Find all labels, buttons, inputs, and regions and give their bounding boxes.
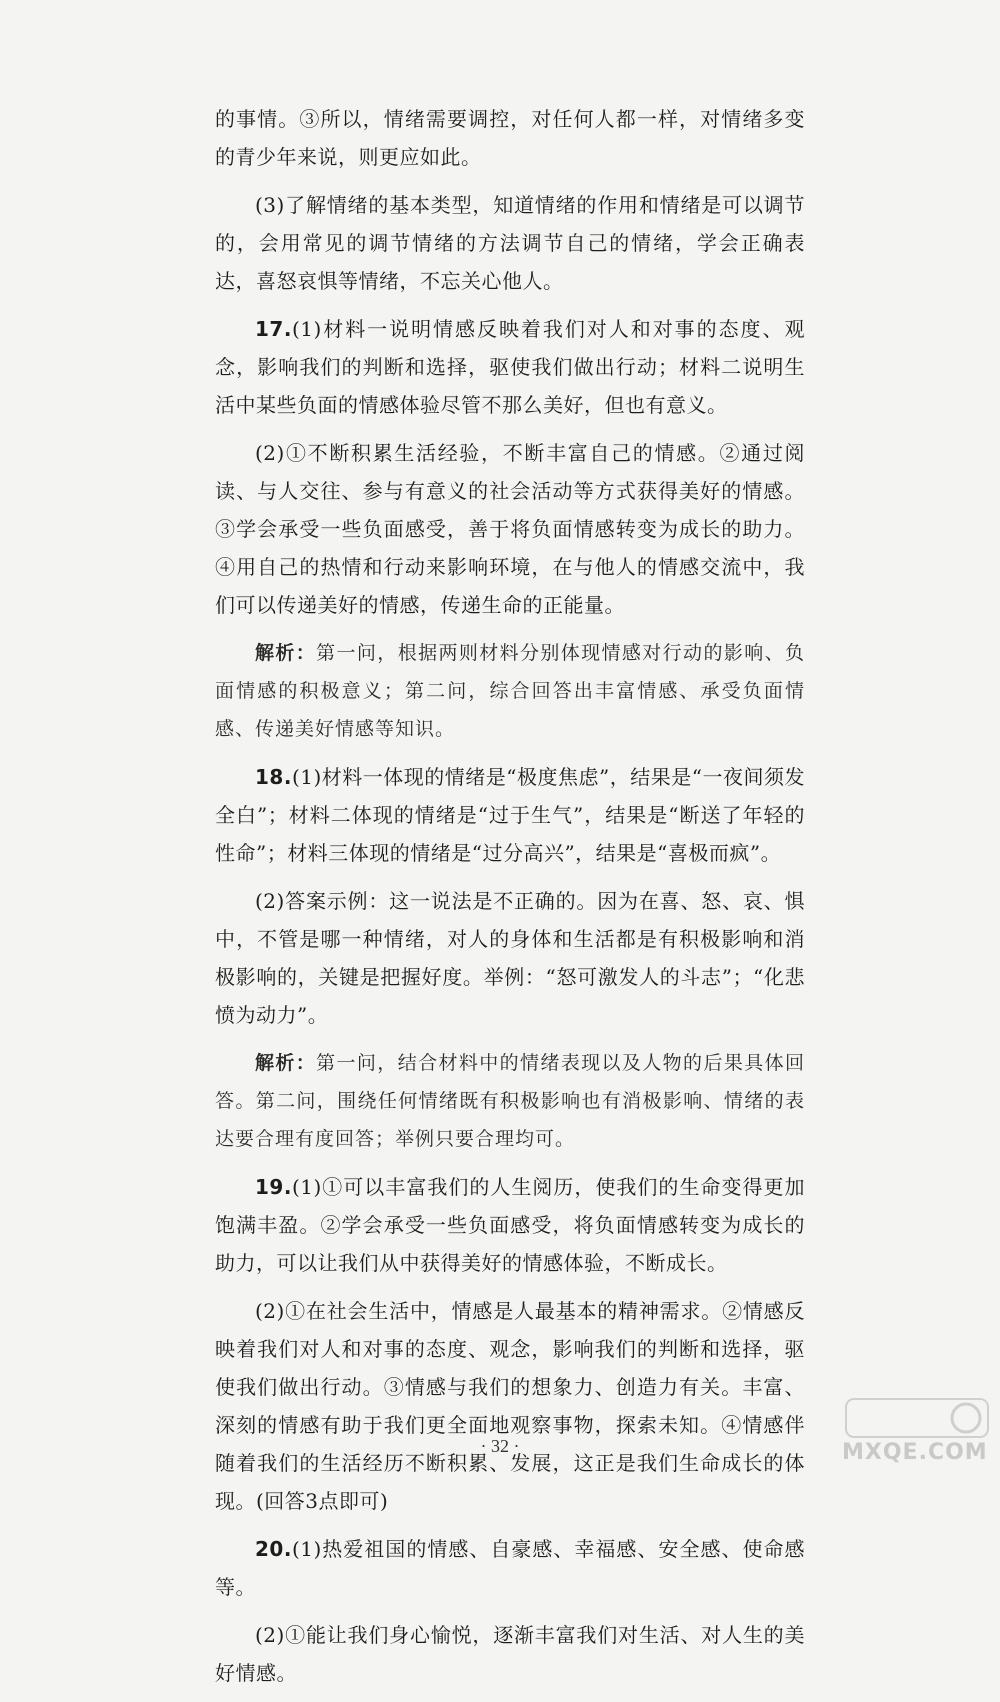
paragraph-text: (3)了解情绪的基本类型，知道情绪的作用和情绪是可以调节的，会用常见的调节情绪的方法调节自己的情绪，学会正确表达，喜怒哀惧等情绪，不忘关心他人。 bbox=[215, 193, 805, 293]
answer-paragraph bbox=[215, 186, 805, 300]
answer-paragraph bbox=[215, 310, 805, 424]
answer-paragraph bbox=[215, 758, 805, 872]
watermark-logo bbox=[842, 1395, 992, 1465]
question-number: 17. bbox=[255, 317, 292, 341]
page-number: · 32 · bbox=[480, 1436, 520, 1456]
paragraph-text: (1)材料一体现的情绪是“极度焦虑”，结果是“一夜间须发全白”；材料二体现的情绪是“过于生气”，结果是“断送了年轻的性命”；材料三体现的情绪是“过分高兴”，结果是“喜极而疯”。 bbox=[215, 765, 805, 865]
analysis-label: 解析： bbox=[255, 642, 317, 664]
paragraph-text: (2)①能让我们身心愉悦，逐渐丰富我们对生活、对人生的美好情感。 bbox=[215, 1623, 805, 1685]
paragraph-text: (1)热爱祖国的情感、自豪感、幸福感、安全感、使命感等。 bbox=[215, 1537, 805, 1599]
question-number: 18. bbox=[255, 765, 292, 789]
document-body bbox=[215, 100, 805, 1702]
paragraph-text: 第一问，根据两则材料分别体现情感对行动的影响、负面情感的积极意义；第二问，综合回答出丰富情感、承受负面情感、传递美好情感等知识。 bbox=[215, 642, 805, 740]
paragraph-text: (2)①不断积累生活经验，不断丰富自己的情感。②通过阅读、与人交往、参与有意义的社会活动等方式获得美好的情感。③学会承受一些负面感受，善于将负面情感转变为成长的助力。④用自己的热情和行动来影响环境，在与他人的情感交流中，我们可以传递美好的情感，传递生命的正能量。 bbox=[215, 441, 805, 617]
paragraph-text: (2)答案示例：这一说法是不正确的。因为在喜、怒、哀、惧中，不管是哪一种情绪，对人的身体和生活都是有积极影响和消极影响的，关键是把握好度。举例：“怒可激发人的斗志”；“化悲愤为动力”。 bbox=[215, 889, 805, 1027]
answer-paragraph bbox=[215, 1168, 805, 1282]
answer-paragraph bbox=[215, 1292, 805, 1520]
question-number: 19. bbox=[255, 1175, 292, 1199]
answer-paragraph bbox=[215, 434, 805, 624]
paragraph-text: 的事情。③所以，情绪需要调控，对任何人都一样，对情绪多变的青少年来说，则更应如此。 bbox=[215, 107, 805, 169]
analysis-label: 解析： bbox=[255, 1052, 317, 1074]
paragraph-text: (1)①可以丰富我们的人生阅历，使我们的生命变得更加饱满丰盈。②学会承受一些负面感受，将负面情感转变为成长的助力，可以让我们从中获得美好的情感体验，不断成长。 bbox=[215, 1175, 805, 1275]
answer-paragraph bbox=[215, 1616, 805, 1692]
analysis-paragraph bbox=[215, 1044, 805, 1158]
analysis-paragraph bbox=[215, 634, 805, 748]
answer-paragraph bbox=[215, 100, 805, 176]
watermark-site-text: MXQE.COM bbox=[842, 1440, 988, 1465]
question-number: 20. bbox=[255, 1537, 292, 1561]
answer-paragraph bbox=[215, 1530, 805, 1606]
paragraph-text: (1)材料一说明情感反映着我们对人和对事的态度、观念，影响我们的判断和选择，驱使我们做出行动；材料二说明生活中某些负面的情感体验尽管不那么美好，但也有意义。 bbox=[215, 317, 805, 417]
answer-paragraph bbox=[215, 882, 805, 1034]
paragraph-text: (2)①在社会生活中，情感是人最基本的精神需求。②情感反映着我们对人和对事的态度、观念，影响我们的判断和选择，驱使我们做出行动。③情感与我们的想象力、创造力有关。丰富、深刻的情感有助于我们更全面地观察事物，探索未知。④情感伴随着我们的生活经历不断积累、发展，这正是我们生命成长的体现。(回答3点即可) bbox=[215, 1299, 805, 1513]
paragraph-text: 第一问，结合材料中的情绪表现以及人物的后果具体回答。第二问，围绕任何情绪既有积极影响也有消极影响、情绪的表达要合理有度回答；举例只要合理均可。 bbox=[215, 1052, 805, 1150]
